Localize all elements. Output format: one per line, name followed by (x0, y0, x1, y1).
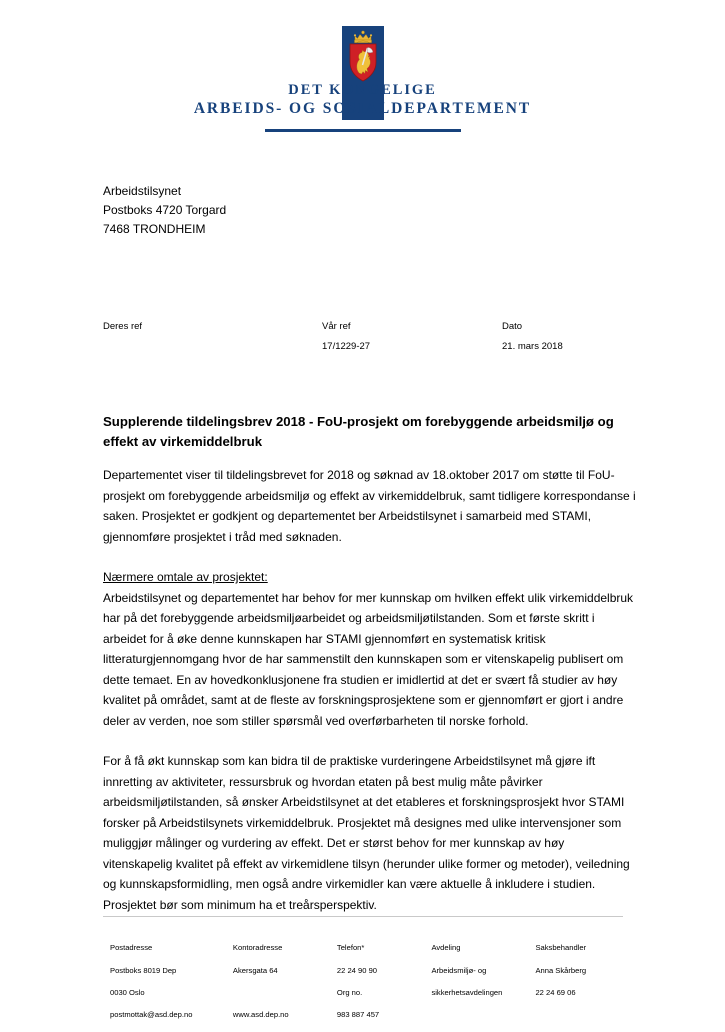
norwegian-coat-of-arms-icon (343, 29, 383, 85)
postadresse-heading: Postadresse (110, 943, 153, 953)
department-line-2: ARBEIDS- OG SOSIALDEPARTEMENT (193, 99, 532, 117)
subheading-text: Nærmere omtale av prosjektet: (103, 570, 268, 584)
reference-row (103, 317, 623, 357)
kontoradresse-heading: Kontoradresse (232, 943, 283, 953)
avdeling-line-2: sikkerhetsavdelingen (431, 988, 503, 998)
paragraph-project-scope: For å få økt kunnskap som kan bidra til de praktiske vurderingene Arbeidstilsynet må gjøre ift innretting av aktiviteter, ressursbruk og hvordan etaten på best mulig måte påvirker arbeidsmiljøtilstanden, så ønsker Arbeidstilsynet at det etableres et forskningsprosjekt hvor STAMI forsker på Arbeidstilsynets virkemiddelbruk. Prosjektet må designes med ulike intervensjoner som muliggjør målinger og vurdering av effekt. Det er størst behov for mer kunnskap av høy vitenskapelig kvalitet på effekt av virkemidlene tilsyn (herunder ulike former og metoder), veiledning og kunnskapsformidling, men også andre virkemidler kan være aktuelle å inkludere i studien. Prosjektet bør som minimum ha et treårsperspektiv. (103, 754, 630, 912)
reference-labels (103, 317, 623, 357)
recipient-address-block (103, 182, 226, 239)
saksbehandler-phone: 22 24 69 06 (535, 988, 576, 998)
postadresse-line-2: 0030 Oslo (110, 988, 145, 998)
footer-column-postal-address (110, 931, 233, 1032)
var-ref-value: 17/1229-27 (322, 341, 371, 352)
avdeling-line-1: Arbeidsmiljø- og (431, 965, 487, 975)
paragraph-intro: Departementet viser til tildelingsbrevet for 2018 og søknad av 18.oktober 2017 om støtte til FoU-prosjekt om forebyggende arbeidsmiljø og effekt av virkemiddelbruk, samt tidligere korrespondanse i saken. Prosjektet er godkjent og departementet ber Arbeidstilsynet i samarbeid med STAMI, gjennomføre prosjektet i tråd med søknaden. (103, 468, 636, 544)
telefon-heading: Telefon* (336, 943, 365, 953)
recipient-postal-city: 7468 TRONDHEIM (103, 222, 206, 236)
telefon-number: 22 24 90 90 (336, 965, 378, 975)
letter-body (103, 412, 636, 935)
saksbehandler-heading: Saksbehandler (535, 943, 587, 953)
footer-column-case-officer (535, 931, 630, 1032)
letterhead (0, 26, 725, 120)
footer-column-telephone (337, 931, 432, 1032)
kontoradresse-line-1: Akersgata 64 (232, 965, 278, 975)
crest-blue-band (342, 26, 384, 120)
page-title: Supplerende tildelingsbrev 2018 - FoU-prosjekt om forebyggende arbeidsmiljø og effekt av virkemiddelbruk (103, 414, 614, 449)
deres-ref-label: Deres ref (103, 321, 143, 332)
footer-column-office-address (233, 931, 337, 1032)
org-no-value: 983 887 457 (336, 1010, 380, 1020)
section-heading-project-description (103, 567, 636, 588)
org-no-label: Org no. (336, 988, 363, 998)
dato-label: Dato (502, 321, 523, 332)
footer-column-department (431, 931, 535, 1032)
kontoradresse-website[interactable]: www.asd.dep.no (232, 1010, 289, 1020)
avdeling-heading: Avdeling (431, 943, 461, 953)
footer-divider (103, 916, 623, 917)
var-ref-column (322, 317, 502, 357)
department-line-1: DET KONGELIGE (288, 82, 437, 98)
postadresse-line-1: Postboks 8019 Dep (110, 965, 177, 975)
paragraph-project-background: Arbeidstilsynet og departementet har behov for mer kunnskap om hvilken effekt ulik virkemiddelbruk har på det forebyggende arbeidsmiljøarbeidet og arbeidsmiljøtilstanden. Som et første skritt i arbeidet for å øke denne kunnskapen har STAMI gjennomført en systematisk kritisk litteraturgjennomgang hvor de har sammenstilt den kunnskapen som er vitenskapelig publisert om dette temaet. En av hovedkonklusjonene fra studien er imidlertid at det er svært få studier av høy kvalitet på området, samt at de fleste av forskningsprosjektene som er gjennomført er gjort i andre deler av verden, noe som stiller spørsmål ved overførbarheten til norske forhold. (103, 590, 634, 728)
letterhead-rule (265, 129, 461, 132)
saksbehandler-name: Anna Skårberg (535, 965, 587, 975)
footer-contact-info (110, 931, 630, 1032)
recipient-name: Arbeidstilsynet (103, 184, 182, 198)
var-ref-label: Vår ref (322, 321, 351, 332)
deres-ref-column (103, 317, 322, 357)
dato-column (502, 317, 623, 357)
kontoradresse-spacer (233, 987, 337, 998)
recipient-street: Postboks 4720 Torgard (103, 203, 227, 217)
postadresse-email[interactable]: postmottak@asd.dep.no (110, 1010, 193, 1020)
dato-value: 21. mars 2018 (502, 341, 563, 352)
